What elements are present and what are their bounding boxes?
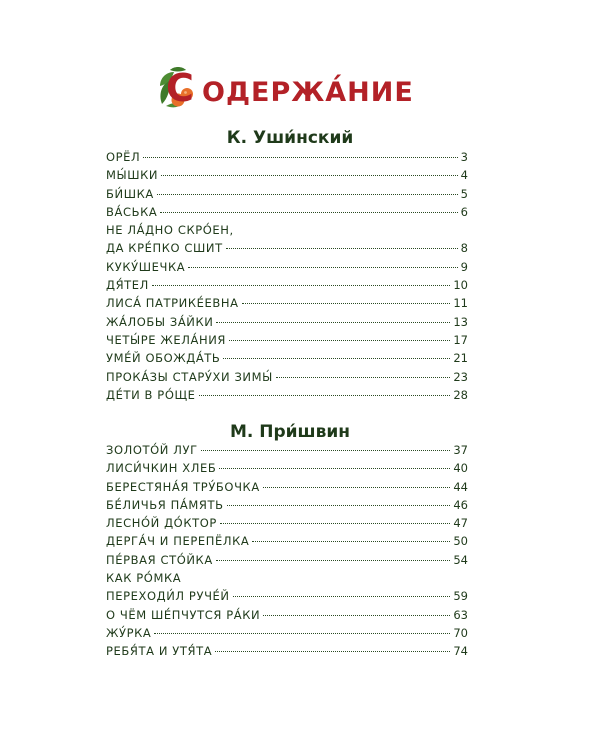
leader-dots	[226, 248, 458, 249]
toc-entry-page: 54	[453, 552, 468, 567]
toc-entry-title: ВА́СЬКА	[106, 204, 158, 219]
toc-entry[interactable]	[106, 461, 468, 479]
toc-entry-title: РЕБЯ́ТА И УТЯ́ТА	[106, 644, 213, 659]
leader-dots	[276, 377, 450, 378]
toc-entry-page: 59	[453, 589, 468, 604]
toc-entry-page: 4	[460, 168, 468, 183]
toc-entry[interactable]	[106, 644, 468, 662]
toc-entry-page: 11	[453, 296, 468, 311]
leader-dots	[157, 194, 458, 195]
title-text: ОДЕРЖА́НИЕ	[202, 76, 414, 108]
toc-entry-page: 3	[460, 150, 468, 164]
toc-entry-title: БЕРЕСТЯНА́Я ТРУ́БОЧКА	[106, 479, 260, 494]
toc-entry-page: 8	[460, 241, 468, 256]
toc-entry-title: БИ́ШКА	[106, 186, 154, 201]
leader-dots	[215, 651, 450, 652]
toc-entry-title: ПЕ́РВАЯ СТО́ЙКА	[106, 552, 213, 567]
toc-entry[interactable]	[106, 388, 468, 406]
toc-entry-title: ЛИСИ́ЧКИН ХЛЕБ	[106, 461, 217, 476]
toc-entry-page: 50	[453, 534, 468, 549]
leader-dots	[161, 175, 458, 176]
toc-entry-page: 5	[460, 186, 468, 201]
toc-entry[interactable]	[106, 205, 468, 223]
section-heading-prishvin: М. При́швин	[229, 422, 351, 442]
toc-entry-title: ПРОКА́ЗЫ СТАРУ́ХИ ЗИМЫ́	[106, 369, 273, 384]
leader-dots	[223, 358, 450, 359]
toc-entry-title: ЖА́ЛОБЫ ЗА́ЙКИ	[106, 314, 214, 329]
toc-entry[interactable]	[106, 480, 468, 498]
toc-entry-page: 21	[453, 351, 468, 366]
toc-entry[interactable]	[106, 443, 468, 461]
leader-dots	[263, 487, 451, 488]
toc-entry[interactable]	[106, 571, 468, 608]
toc-entry[interactable]	[106, 333, 468, 351]
toc-entry-page: 17	[453, 332, 468, 347]
toc-entry-title: ДЕРГА́Ч И ПЕРЕПЁЛКА	[106, 534, 250, 549]
leader-dots	[242, 303, 451, 304]
toc-entry[interactable]	[106, 223, 468, 260]
toc-entry-page: 47	[453, 516, 468, 531]
toc-entry-title: ЗОЛОТО́Й ЛУГ	[106, 443, 198, 457]
toc-entry-title: НЕ ЛА́ДНО СКРО́ЕН,	[106, 223, 234, 238]
leader-dots	[188, 267, 457, 268]
toc-entry[interactable]	[106, 516, 468, 534]
toc-entry[interactable]	[106, 608, 468, 626]
leader-dots	[154, 633, 450, 634]
toc-entry-page: 74	[453, 644, 468, 659]
toc-entry[interactable]	[106, 296, 468, 314]
toc-list-prishvin	[106, 443, 468, 663]
leader-dots	[152, 285, 450, 286]
toc-entry-title: МЫ́ШКИ	[106, 168, 159, 183]
toc-entry-page: 28	[453, 387, 468, 402]
toc-entry-title-cont: ПЕРЕХОДИ́Л РУЧЕ́Й	[106, 589, 230, 604]
toc-entry-title: ЛИСА́ ПАТРИКЕ́ЕВНА	[106, 296, 239, 311]
toc-entry-title: ДЯ́ТЕЛ	[106, 278, 149, 293]
toc-entry-title: О ЧЁМ ШЕ́ПЧУТСЯ РА́КИ	[106, 607, 261, 622]
toc-entry[interactable]	[106, 150, 468, 168]
leader-dots	[233, 596, 451, 597]
toc-entry-title: УМЕ́Й ОБОЖДА́ТЬ	[106, 351, 221, 366]
leader-dots	[220, 523, 450, 524]
leader-dots	[219, 468, 450, 469]
title-logo	[156, 64, 206, 114]
leader-dots	[199, 395, 451, 396]
toc-entry-page: 23	[453, 369, 468, 384]
toc-entry[interactable]	[106, 260, 468, 278]
leader-dots	[216, 322, 450, 323]
toc-entry[interactable]	[106, 187, 468, 205]
toc-entry-title: ЛЕСНО́Й ДО́КТОР	[106, 516, 217, 531]
toc-entry-page: 9	[460, 259, 468, 274]
toc-entry-title: КАК РО́МКА	[106, 571, 182, 586]
section-heading-ushinsky: К. Уши́нский	[226, 128, 354, 148]
toc-entry[interactable]	[106, 315, 468, 333]
page-title	[156, 64, 414, 114]
toc-entry-page: 6	[460, 204, 468, 219]
title-initial: С	[166, 66, 194, 110]
leader-dots	[216, 560, 451, 561]
leader-dots	[263, 615, 450, 616]
toc-entry[interactable]	[106, 626, 468, 644]
leader-dots	[252, 541, 450, 542]
toc-entry-title: БЕ́ЛИЧЬЯ ПА́МЯТЬ	[106, 497, 224, 512]
toc-entry-title: ДЕ́ТИ В РО́ЩЕ	[106, 387, 196, 402]
toc-entry[interactable]	[106, 351, 468, 369]
toc-entry-page: 13	[453, 314, 468, 329]
toc-list-ushinsky	[106, 150, 468, 406]
toc-entry-title: КУКУ́ШЕЧКА	[106, 259, 186, 274]
toc-entry[interactable]	[106, 498, 468, 516]
toc-entry-page: 63	[453, 607, 468, 622]
leader-dots	[201, 450, 451, 451]
leader-dots	[229, 340, 450, 341]
toc-entry-page: 40	[453, 461, 468, 476]
toc-entry-title: ЧЕТЫ́РЕ ЖЕЛА́НИЯ	[106, 332, 226, 347]
leader-dots	[227, 505, 451, 506]
toc-entry-page: 37	[453, 443, 468, 457]
toc-entry-title: ОРЁЛ	[106, 150, 141, 164]
toc-entry-page: 44	[453, 479, 468, 494]
toc-entry[interactable]	[106, 370, 468, 388]
toc-entry-title: ЖУ́РКА	[106, 625, 152, 640]
toc-entry[interactable]	[106, 278, 468, 296]
toc-entry-page: 70	[453, 625, 468, 640]
toc-entry-title-cont: ДА КРЕ́ПКО СШИТ	[106, 241, 223, 256]
toc-entry[interactable]	[106, 168, 468, 186]
toc-entry[interactable]	[106, 534, 468, 552]
leader-dots	[160, 212, 457, 213]
leader-dots	[143, 157, 457, 158]
toc-entry[interactable]	[106, 553, 468, 571]
toc-entry-page: 46	[453, 497, 468, 512]
toc-entry-page: 10	[453, 278, 468, 293]
